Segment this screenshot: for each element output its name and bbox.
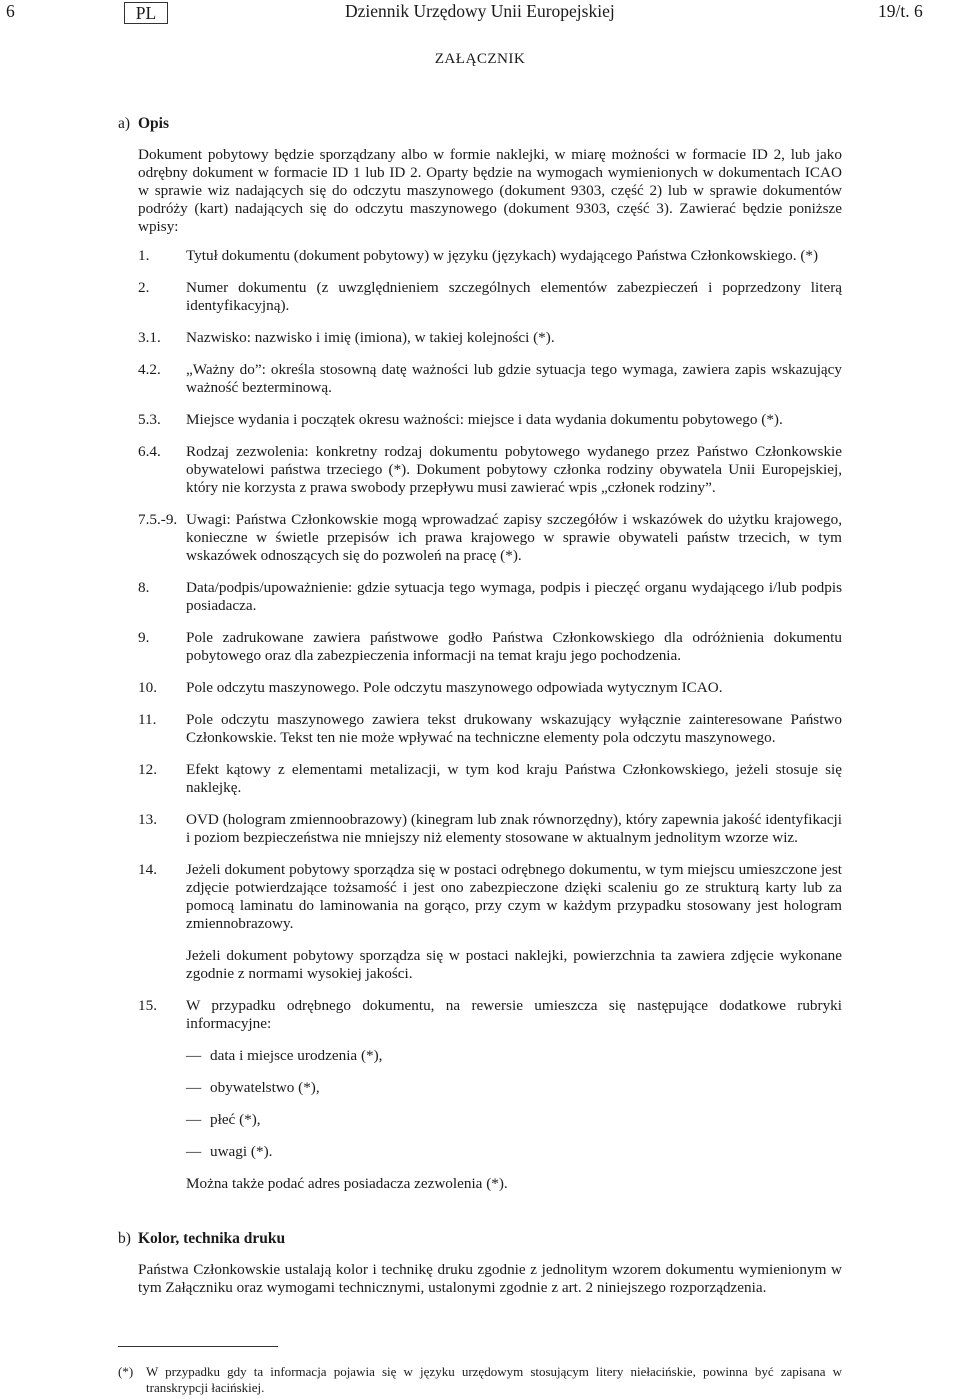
section-b-text: Państwa Członkowskie ustalają kolor i technikę druku zgodnie z jednolitym wzorem dokumentu wymienionym w tym Załączniku oraz wymogami technicznymi, ustalonymi zgodnie z art. 2 niniejszego rozporządzenia.: [138, 1261, 842, 1296]
dash-text: obywatelstwo (*),: [210, 1079, 320, 1096]
section-b-heading: [118, 1229, 842, 1249]
section-title: Opis: [138, 115, 170, 132]
item-number: 1.: [138, 247, 150, 264]
item-text: Data/podpis/upoważnienie: gdzie sytuacja tego wymaga, podpis i pieczęć organu wydającego i/lub podpis posiadacza.: [186, 579, 842, 614]
item-text: Pole odczytu maszynowego. Pole odczytu maszynowego odpowiada wytycznym ICAO.: [186, 679, 723, 696]
list-item: [138, 361, 842, 397]
page-header: [0, 2, 960, 26]
dash-mark: —: [186, 1079, 202, 1096]
dash-item: [186, 1047, 842, 1065]
item-number: 11.: [138, 711, 157, 728]
list-item: [138, 247, 842, 265]
dash-mark: —: [186, 1143, 202, 1160]
list-item: [138, 279, 842, 315]
item-number: 15.: [138, 997, 157, 1014]
dash-item: [186, 1143, 842, 1161]
list-item: [138, 679, 842, 697]
item-text: Miejsce wydania i początek okresu ważności: miejsce i data wydania dokumentu pobytowego (*).: [186, 411, 783, 428]
item-text: Efekt kątowy z elementami metalizacji, w tym kod kraju Państwa Członkowskiego, jeżeli stosuje się naklejkę.: [186, 761, 842, 796]
journal-title: Dziennik Urzędowy Unii Europejskiej: [345, 1, 615, 21]
item-number: 4.2.: [138, 361, 161, 378]
item-paragraph: Można także podać adres posiadacza zezwolenia (*).: [186, 1175, 508, 1192]
item-text: Tytuł dokumentu (dokument pobytowy) w języku (językach) wydającego Państwa Członkowskiego. (*): [186, 247, 819, 264]
item-text: „Ważny do”: określa stosowną datę ważności lub gdzie sytuacja tego wymaga, zawiera zapis wskazujący ważność bezterminową.: [186, 361, 842, 396]
footnote-marker: (*): [118, 1364, 134, 1379]
item-number: 5.3.: [138, 411, 161, 428]
item-text: Nazwisko: nazwisko i imię (imiona), w takiej kolejności (*).: [186, 329, 555, 346]
issue-reference: 19/t. 6: [878, 1, 923, 21]
list-item: [138, 579, 842, 615]
list-item: [138, 511, 842, 565]
item-paragraph: W przypadku odrębnego dokumentu, na rewersie umieszcza się następujące dodatkowe rubryki informacyjne:: [186, 997, 842, 1032]
item-number: 7.5.-9.: [138, 511, 178, 528]
item-number: 9.: [138, 629, 150, 646]
item-number: 12.: [138, 761, 157, 778]
dash-item: [186, 1111, 842, 1129]
list-item: [138, 861, 842, 983]
list-item: [138, 997, 842, 1193]
list-item: [138, 761, 842, 797]
document-body: [118, 114, 842, 1308]
list-item: [138, 711, 842, 747]
item-paragraph: Jeżeli dokument pobytowy sporządza się w postaci naklejki, powierzchnia ta zawiera zdjęcie wykonane zgodnie z normami wysokiej jakości.: [186, 947, 842, 982]
item-number: 3.1.: [138, 329, 161, 346]
list-item: [138, 811, 842, 847]
item-text: Uwagi: Państwa Członkowskie mogą wprowadzać zapisy szczegółów i wskazówek do użytku krajowego, konieczne w świetle przepisów ich prawa krajowego w sprawie obywateli państw trzecich, w tym wskazówek odnoszących się do pozwoleń na pracę (*).: [186, 511, 842, 564]
item-text: [186, 861, 842, 983]
item-number: 14.: [138, 861, 157, 878]
dash-item: [186, 1079, 842, 1097]
item-text: OVD (hologram zmiennoobrazowy) (kinegram lub znak równorzędny), który zapewnia jakość identyfikacji i poziom bezpieczeństwa nie mniejszy niż elementy stosowane w aktualnym jednolitym wzorze wiz.: [186, 811, 842, 846]
language-code: PL: [124, 2, 168, 24]
list-item: [138, 629, 842, 665]
item-number: 8.: [138, 579, 150, 596]
item-text: [186, 997, 842, 1193]
footnote-divider: [118, 1346, 278, 1347]
item-paragraph: Jeżeli dokument pobytowy sporządza się w postaci odrębnego dokumentu, w tym miejscu umieszczone jest zdjęcie potwierdzające tożsamość i jest ono zabezpieczone dzięki scaleniu go ze strukturą karty lub za pomocą laminatu do laminowania na gorąco, przy czym w każdym przypadku stosowany jest hologram zmiennobrazowy.: [186, 861, 842, 932]
section-letter: a): [118, 115, 131, 132]
dash-mark: —: [186, 1047, 202, 1064]
annex-title: ZAŁĄCZNIK: [434, 50, 526, 67]
list-item: [138, 329, 842, 347]
item-number: 2.: [138, 279, 150, 296]
section-title: Kolor, technika druku: [138, 1230, 286, 1247]
list-item: [138, 411, 842, 429]
dash-text: płeć (*),: [210, 1111, 261, 1128]
dash-mark: —: [186, 1111, 202, 1128]
item-number: 10.: [138, 679, 157, 696]
section-a-intro: Dokument pobytowy będzie sporządzany albo w formie naklejki, w miarę możności w formacie ID 2, lub jako odrębny dokument w formacie ID 1 lub ID 2. Oparty będzie na wymogach wymienionych w dokumentach ICAO w sprawie wiz nadających się do odczytu maszynowego (dokument 9303, część 2) lub w sprawie dokumentów podróży (kart) nadających się do odczytu maszynowego (dokument 9303, część 3). Zawierać będzie poniższe wpisy:: [138, 146, 842, 235]
dash-text: uwagi (*).: [210, 1143, 273, 1160]
item-number: 6.4.: [138, 443, 161, 460]
page-number: 6: [6, 1, 15, 21]
item-text: Rodzaj zezwolenia: konkretny rodzaj dokumentu pobytowego wydanego przez Państwo Członkowskie obywatelowi państwa trzeciego (*). Dokument pobytowy członka rodziny obywatela Unii Europejskiej, który nie korzysta z prawa swobody przepływu musi zawierać wpis „członek rodziny”.: [186, 443, 842, 496]
item-text: Pole zadrukowane zawiera państwowe godło Państwa Członkowskiego dla odróżnienia dokumentu pobytowego oraz dla zabezpieczenia informacji na temat kraju jego pochodzenia.: [186, 629, 842, 664]
list-item: [138, 443, 842, 497]
section-letter: b): [118, 1230, 131, 1247]
entries-list: [138, 247, 842, 1193]
item-text: Numer dokumentu (z uwzględnieniem szczególnych elementów zabezpieczeń i poprzedzony literą identyfikacyjną).: [186, 279, 842, 314]
item-text: Pole odczytu maszynowego zawiera tekst drukowany wskazujący wyłącznie zainteresowane Państwo Członkowskie. Tekst ten nie może wpływać na techniczne elementy pola odczytu maszynowego.: [186, 711, 842, 746]
footnote: [118, 1364, 842, 1396]
footnote-text: W przypadku gdy ta informacja pojawia się w języku urzędowym stosującym litery niełacińskie, powinna być zapisana w transkrypcji łacińskiej.: [146, 1364, 842, 1395]
section-a-heading: [118, 114, 842, 134]
item-number: 13.: [138, 811, 157, 828]
dash-text: data i miejsce urodzenia (*),: [210, 1047, 383, 1064]
